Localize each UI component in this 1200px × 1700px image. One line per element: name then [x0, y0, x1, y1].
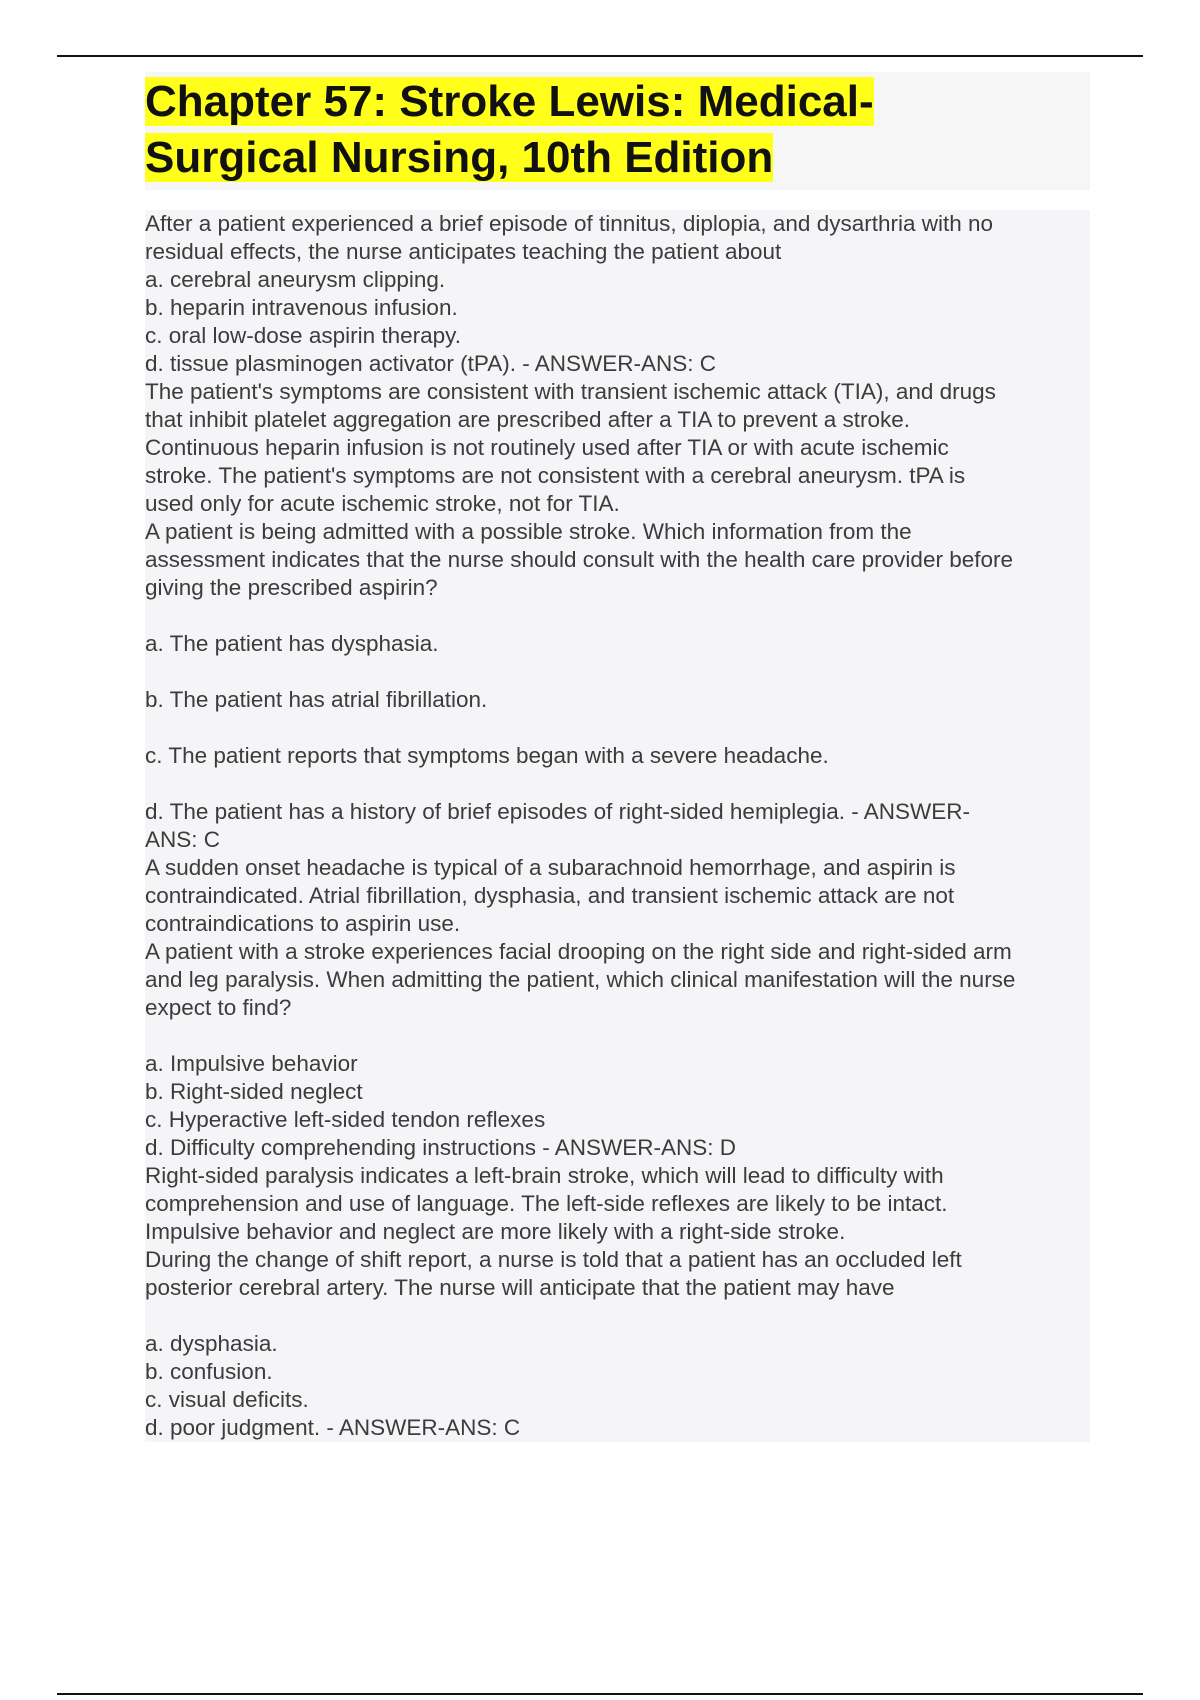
q4-option-a: a. dysphasia.: [145, 1331, 278, 1356]
q1-rationale-line: The patient's symptoms are consistent with transient ischemic attack (TIA), and drugs: [145, 379, 996, 404]
q1-option-d-answer: d. tissue plasminogen activator (tPA). - ANSWER-ANS: C: [145, 351, 717, 376]
q1-option-c: c. oral low-dose aspirin therapy.: [145, 323, 461, 348]
spacer: [145, 714, 1090, 742]
q1-stem-line: residual effects, the nurse anticipates teaching the patient about: [145, 239, 782, 264]
q2-rationale-line: contraindicated. Atrial fibrillation, dysphasia, and transient ischemic attack are not: [145, 883, 955, 908]
q1-rationale-line: that inhibit platelet aggregation are prescribed after a TIA to prevent a stroke.: [145, 407, 911, 432]
question-4: [145, 1246, 1090, 1442]
q3-stem-line: and leg paralysis. When admitting the patient, which clinical manifestation will the nurse: [145, 967, 1016, 992]
title-block: [145, 72, 1090, 190]
q1-rationale-line: stroke. The patient's symptoms are not consistent with a cerebral aneurysm. tPA is: [145, 463, 966, 488]
q1-stem-line: After a patient experienced a brief episode of tinnitus, diplopia, and dysarthria with no: [145, 211, 994, 236]
question-1: [145, 210, 1090, 518]
q3-option-d-answer: d. Difficulty comprehending instructions - ANSWER-ANS: D: [145, 1135, 737, 1160]
q1-rationale-line: used only for acute ischemic stroke, not for TIA.: [145, 491, 620, 516]
q4-stem-line: posterior cerebral artery. The nurse will anticipate that the patient may have: [145, 1275, 895, 1300]
q2-option-b: b. The patient has atrial fibrillation.: [145, 687, 488, 712]
title-line-1: Chapter 57: Stroke Lewis: Medical-: [145, 77, 874, 126]
page-title: [145, 74, 1090, 186]
q3-rationale-line: Impulsive behavior and neglect are more likely with a right-side stroke.: [145, 1219, 846, 1244]
question-content: [145, 210, 1090, 1442]
q2-option-a: a. The patient has dysphasia.: [145, 631, 439, 656]
question-3: [145, 938, 1090, 1246]
q3-option-c: c. Hyperactive left-sided tendon reflexes: [145, 1107, 546, 1132]
q3-stem-line: A patient with a stroke experiences facial drooping on the right side and right-sided arm: [145, 939, 1012, 964]
spacer: [145, 770, 1090, 798]
q2-stem-line: giving the prescribed aspirin?: [145, 575, 438, 600]
q2-option-c: c. The patient reports that symptoms began with a severe headache.: [145, 743, 829, 768]
q4-option-c-answer: c. visual deficits.: [145, 1387, 309, 1412]
q3-stem-line: expect to find?: [145, 995, 292, 1020]
q1-option-b: b. heparin intravenous infusion.: [145, 295, 458, 320]
q2-stem-line: A patient is being admitted with a possible stroke. Which information from the: [145, 519, 912, 544]
q1-rationale-line: Continuous heparin infusion is not routinely used after TIA or with acute ischemic: [145, 435, 949, 460]
q3-rationale-line: Right-sided paralysis indicates a left-brain stroke, which will lead to difficulty with: [145, 1163, 944, 1188]
q4-option-b: b. confusion.: [145, 1359, 273, 1384]
q2-stem-line: assessment indicates that the nurse should consult with the health care provider before: [145, 547, 1013, 572]
q3-option-a: a. Impulsive behavior: [145, 1051, 358, 1076]
q3-option-b: b. Right-sided neglect: [145, 1079, 363, 1104]
q2-rationale-line: contraindications to aspirin use.: [145, 911, 461, 936]
spacer: [145, 658, 1090, 686]
q2-option-d-answer: ANS: C: [145, 827, 221, 852]
spacer: [145, 602, 1090, 630]
spacer: [145, 1302, 1090, 1330]
question-2: [145, 518, 1090, 938]
top-rule: [57, 55, 1143, 57]
q1-option-a: a. cerebral aneurysm clipping.: [145, 267, 446, 292]
q4-option-d: d. poor judgment. - ANSWER-ANS: C: [145, 1415, 521, 1440]
document-page: [145, 72, 1090, 1442]
bottom-rule: [57, 1693, 1143, 1695]
q2-rationale-line: A sudden onset headache is typical of a subarachnoid hemorrhage, and aspirin is: [145, 855, 956, 880]
q3-rationale-line: comprehension and use of language. The left-side reflexes are likely to be intact.: [145, 1191, 948, 1216]
q2-option-d-answer: d. The patient has a history of brief episodes of right-sided hemiplegia. - ANSWER-: [145, 799, 970, 824]
q4-stem-line: During the change of shift report, a nurse is told that a patient has an occluded left: [145, 1247, 962, 1272]
spacer: [145, 1022, 1090, 1050]
title-line-2: Surgical Nursing, 10th Edition: [145, 133, 774, 182]
